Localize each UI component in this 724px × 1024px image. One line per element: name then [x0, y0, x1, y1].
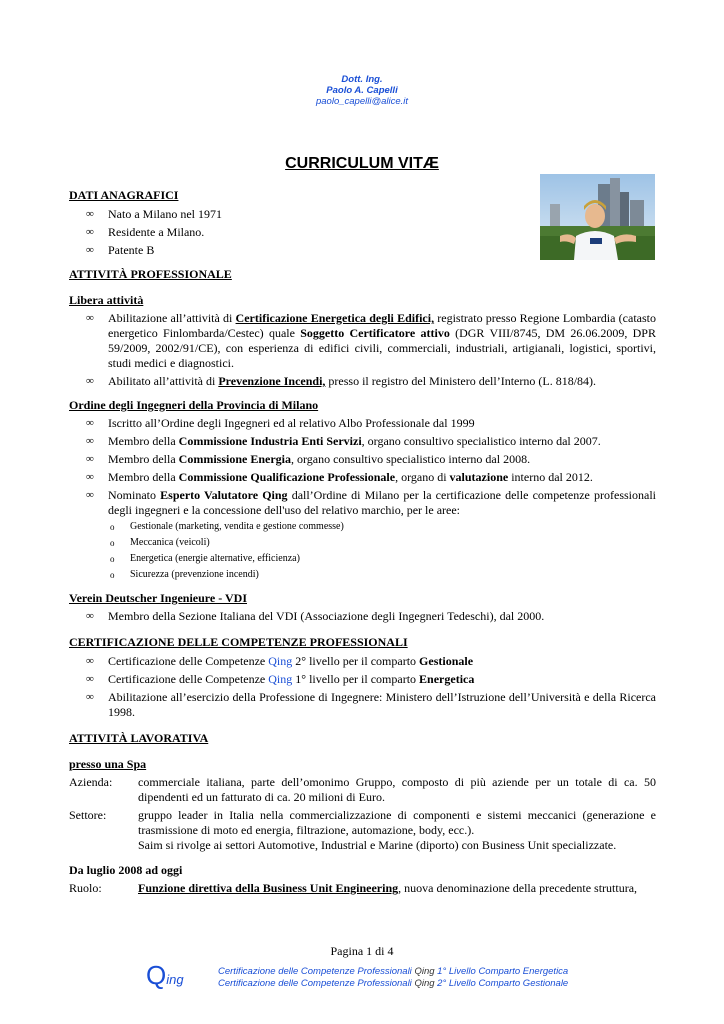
list-item: ∞ Residente a Milano.: [69, 225, 656, 240]
ruolo-row: [69, 881, 656, 896]
ruolo-label: Ruolo:: [69, 881, 102, 895]
list-item: ∞ Abilitato all’attività di Prevenzione Incendi, presso il registro del Ministero dell’Interno (L. 818/84).: [69, 374, 656, 389]
azienda-row: [69, 775, 656, 805]
azienda-label: Azienda:: [69, 775, 113, 789]
list-item: ∞ Membro della Commissione Qualificazione Professionale, organo di valutazione interno dal 2012.: [69, 470, 656, 485]
settore-row: [69, 808, 656, 853]
footer-line-1: Certificazione delle Competenze Professionali Qing 1° Livello Comparto Energetica: [218, 966, 569, 977]
list-item: ∞ Membro della Commissione Industria Enti Servizi, organo consultivo specialistico interno dal 2007.: [69, 434, 656, 449]
vdi-list: [69, 609, 656, 624]
period-heading: Da luglio 2008 ad oggi: [69, 863, 183, 877]
subsection-presso-spa: presso una Spa: [69, 757, 147, 771]
list-item: ∞ Patente B: [69, 243, 656, 258]
list-item: ∞ Certificazione delle Competenze Qing 2° livello per il comparto Gestionale: [69, 654, 656, 669]
cv-content: [69, 188, 656, 899]
header-block: [0, 74, 724, 107]
settore-label: Settore:: [69, 808, 107, 822]
area-item: o Gestionale (marketing, vendita e gestione commesse): [108, 520, 656, 534]
cert-list: [69, 654, 656, 720]
footer-line-2: Certificazione delle Competenze Professionali Qing 2° Livello Comparto Gestionale: [218, 978, 569, 989]
areas-list: [108, 520, 656, 582]
header-title: Dott. Ing.: [341, 74, 383, 85]
qing-logo: Qing: [146, 960, 184, 990]
ordine-list: [69, 416, 656, 582]
area-item: o Energetica (energie alternative, efficienza): [108, 552, 656, 566]
dati-list: [69, 207, 656, 258]
list-item: ∞ Nato a Milano nel 1971: [69, 207, 656, 222]
section-dati-anagrafici: DATI ANAGRAFICI: [69, 188, 179, 202]
list-item: ∞ Certificazione delle Competenze Qing 1° livello per il comparto Energetica: [69, 672, 656, 687]
list-item: ∞ Nominato Esperto Valutatore Qing dall’Ordine di Milano per la certificazione delle competenze professionali degli ingegneri e la concessione dell'uso del relativo marchio, per le aree: o Gestionale (marketing, vendita e gestione commesse) o Meccanica (veicoli) o Energetica (energie alternative, efficienza) o Sicurezza (prevenzione incendi): [69, 488, 656, 582]
header-name: Paolo A. Capelli: [326, 85, 398, 96]
header-email: paolo_capelli@alice.it: [315, 96, 409, 107]
area-item: o Sicurezza (prevenzione incendi): [108, 568, 656, 582]
list-item: ∞ Iscritto all’Ordine degli Ingegneri ed al relativo Albo Professionale dal 1999: [69, 416, 656, 431]
subsection-ordine-ingegneri: Ordine degli Ingegneri della Provincia di Milano: [69, 398, 319, 412]
document-title: CURRICULUM VITÆ: [285, 155, 439, 172]
section-attivita-lavorativa: ATTIVITÀ LAVORATIVA: [69, 731, 209, 745]
settore-value: gruppo leader in Italia nella commercializzazione di componenti e sistemi meccanici (generazione e trasmissione di moto ed energia, filtrazione, automazione, body, ecc.). Saim si rivolge ai settori Automotive, Industrial e Marine (diporto) con Business Unit specializzate.: [138, 808, 656, 852]
area-item: o Meccanica (veicoli): [108, 536, 656, 550]
libera-list: [69, 311, 656, 389]
list-item: ∞ Membro della Commissione Energia, organo consultivo specialistico interno dal 2008.: [69, 452, 656, 467]
section-certificazione: CERTIFICAZIONE DELLE COMPETENZE PROFESSIONALI: [69, 635, 408, 649]
list-item: ∞ Membro della Sezione Italiana del VDI (Associazione degli Ingegneri Tedeschi), dal 2000.: [69, 609, 656, 624]
section-attivita-professionale: ATTIVITÀ PROFESSIONALE: [69, 267, 232, 281]
list-item: ∞ Abilitazione all’attività di Certificazione Energetica degli Edifici, registrato presso Regione Lombardia (catasto energetico Finlombarda/Cestec) quale Soggetto Certificatore attivo (DGR VIII/8745, DM 26.06.2009, DPR 59/2009, 2002/91/CE), con esperienza di edifici civili, commerciali, industriali, artigianali, logistici, sportivi, studi medici e diagnostici.: [69, 311, 656, 371]
azienda-value: commerciale italiana, parte dell’omonimo Gruppo, composto di più aziende per un totale di ca. 50 dipendenti ed un fatturato di ca. 20 milioni di Euro.: [138, 775, 656, 804]
page-number: Pagina 1 di 4: [330, 944, 394, 958]
subsection-vdi: Verein Deutscher Ingenieure - VDI: [69, 591, 247, 605]
subsection-libera-attivita: Libera attività: [69, 293, 144, 307]
list-item: ∞ Abilitazione all’esercizio della Professione di Ingegnere: Ministero dell’Istruzione dell’Università e della Ricerca 1998.: [69, 690, 656, 720]
ruolo-value: Funzione direttiva della Business Unit Engineering, nuova denominazione della precedente struttura,: [138, 881, 638, 895]
